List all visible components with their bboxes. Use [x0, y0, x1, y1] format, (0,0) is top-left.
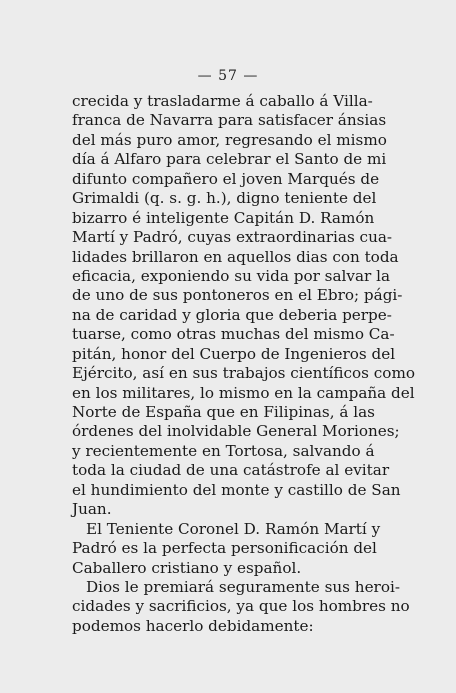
text-line: Grimaldi (q. s. g. h.), digno teniente del	[72, 189, 377, 208]
text-line: del más puro amor, regresando el mismo	[72, 130, 387, 149]
text-line: cidades y sacrificios, ya que los hombres no	[72, 597, 410, 616]
text-line: eficacia, exponiendo su vida por salvar la	[72, 266, 391, 285]
text-line: bizarro é inteligente Capitán D. Ramón	[72, 208, 375, 227]
text-line: El Teniente Coronel D. Ramón Martí y	[86, 519, 381, 538]
text-line: Norte de España que en Filipinas, á las	[72, 403, 375, 421]
text-line: Ejército, así en sus trabajos científicos como	[72, 364, 415, 383]
text-line: Caballero cristiano y español.	[72, 558, 302, 577]
text-line: día á Alfaro para celebrar el Santo de mi	[72, 150, 387, 169]
text-line: crecida y trasladarme á caballo á Villa-	[72, 92, 373, 110]
text-line: difunto compañero el joven Marqués de	[72, 169, 380, 188]
text-line: na de caridad y gloria que deberia perpe-	[72, 305, 392, 324]
text-line: toda la ciudad de una catástrofe al evitar	[72, 461, 390, 480]
body-text	[72, 92, 415, 636]
text-line: en los militares, lo mismo en la campaña del	[72, 383, 415, 402]
text-line: franca de Navarra para satisfacer ánsias	[72, 111, 387, 130]
text-line: de uno de sus pontoneros en el Ebro; pági-	[72, 286, 403, 305]
text-line: Padró es la perfecta personificación del	[72, 539, 377, 558]
text-line: podemos hacerlo debidamente:	[72, 616, 314, 635]
text-line: tuarse, como otras muchas del mismo Ca-	[72, 325, 395, 344]
text-line: Martí y Padró, cuyas extraordinarias cua-	[72, 228, 393, 247]
text-line: lidades brillaron en aquellos dias con toda	[72, 247, 399, 266]
page-number: — 57 —	[197, 68, 259, 84]
text-line: órdenes del inolvidable General Moriones;	[72, 422, 400, 441]
text-line: Juan.	[72, 500, 112, 519]
text-line: pitán, honor del Cuerpo de Ingenieros del	[72, 344, 396, 363]
text-line: Dios le premiará seguramente sus heroi-	[86, 577, 400, 596]
text-line: y recientemente en Tortosa, salvando á	[72, 441, 375, 460]
text-line: el hundimiento del monte y castillo de San	[72, 480, 401, 499]
